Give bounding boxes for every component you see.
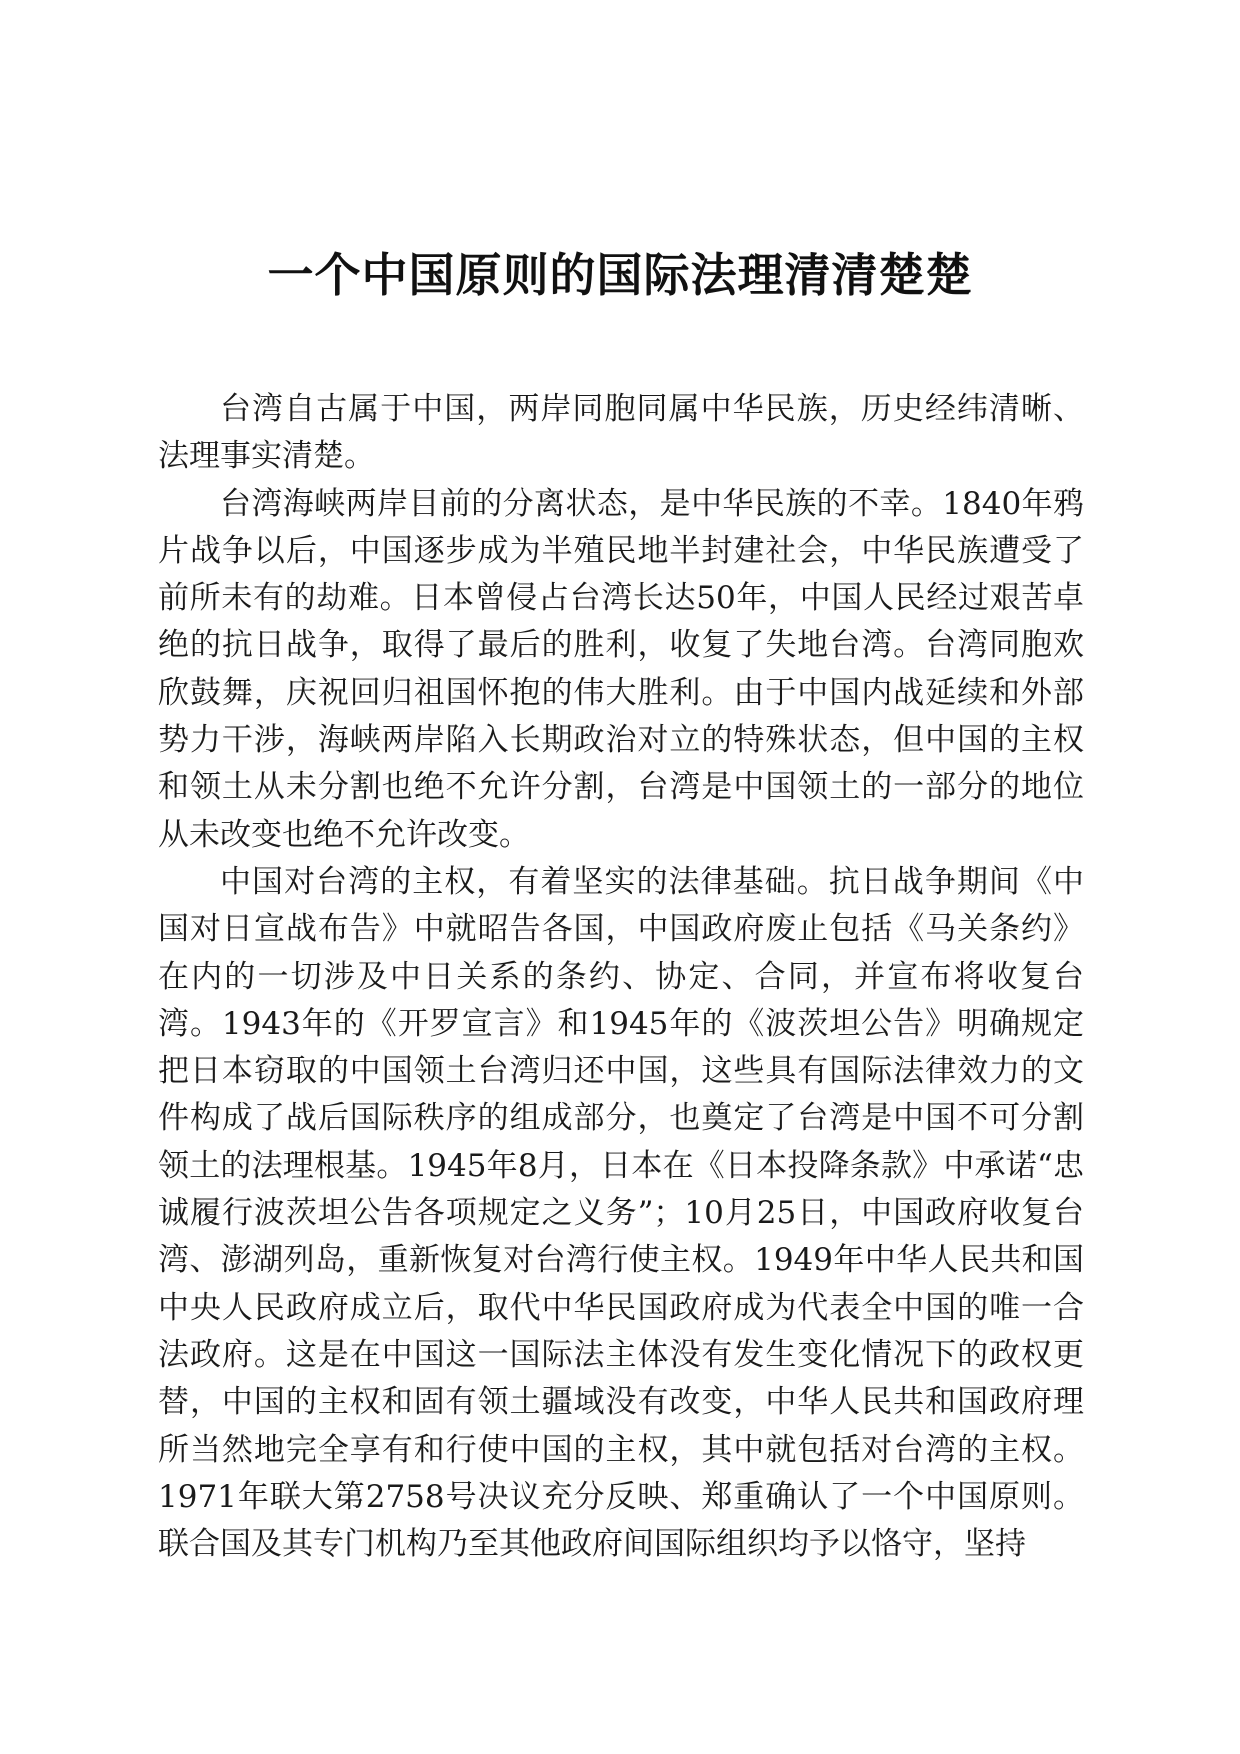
paragraph: 中国对台湾的主权，有着坚实的法律基础。抗日战争期间《中国对日宣战布告》中就昭告各国，中国政府废止包括《马关条约》在内的一切涉及中日关系的条约、协定、合同，并宣布将收复台湾。1943年的《开罗宣言》和1945年的《波茨坦公告》明确规定把日本窃取的中国领土台湾归还中国，这些具有国际法律效力的文件构成了战后国际秩序的组成部分，也奠定了台湾是中国不可分割领土的法理根基。1945年8月，日本在《日本投降条款》中承诺“忠诚履行波茨坦公告各项规定之义务”；10月25日，中国政府收复台湾、澎湖列岛，重新恢复对台湾行使主权。1949年中华人民共和国中央人民政府成立后，取代中华民国政府成为代表全中国的唯一合法政府。这是在中国这一国际法主体没有发生变化情况下的政权更替，中国的主权和固有领土疆域没有改变，中华人民共和国政府理所当然地完全享有和行使中国的主权，其中就包括对台湾的主权。1971年联大第2758号决议充分反映、郑重确认了一个中国原则。联合国及其专门机构乃至其他政府间国际组织均予以恪守，坚持 bbox=[158, 863, 1084, 1563]
paragraph: 台湾海峡两岸目前的分离状态，是中华民族的不幸。1840年鸦片战争以后，中国逐步成为半殖民地半封建社会，中华民族遭受了前所未有的劫难。日本曾侵占台湾长达50年，中国人民经过艰苦卓绝的抗日战争，取得了最后的胜利，收复了失地台湾。台湾同胞欢欣鼓舞，庆祝回归祖国怀抱的伟大胜利。由于中国内战延续和外部势力干涉，海峡两岸陷入长期政治对立的特殊状态，但中国的主权和领土从未分割也绝不允许分割，台湾是中国领土的一部分的地位从未改变也绝不允许改变。 bbox=[158, 485, 1084, 853]
document-title: 一个中国原则的国际法理清清楚楚 bbox=[267, 248, 973, 302]
paragraph: 台湾自古属于中国，两岸同胞同属中华民族，历史经纬清晰、法理事实清楚。 bbox=[158, 391, 1084, 475]
document-body bbox=[158, 386, 1084, 1568]
